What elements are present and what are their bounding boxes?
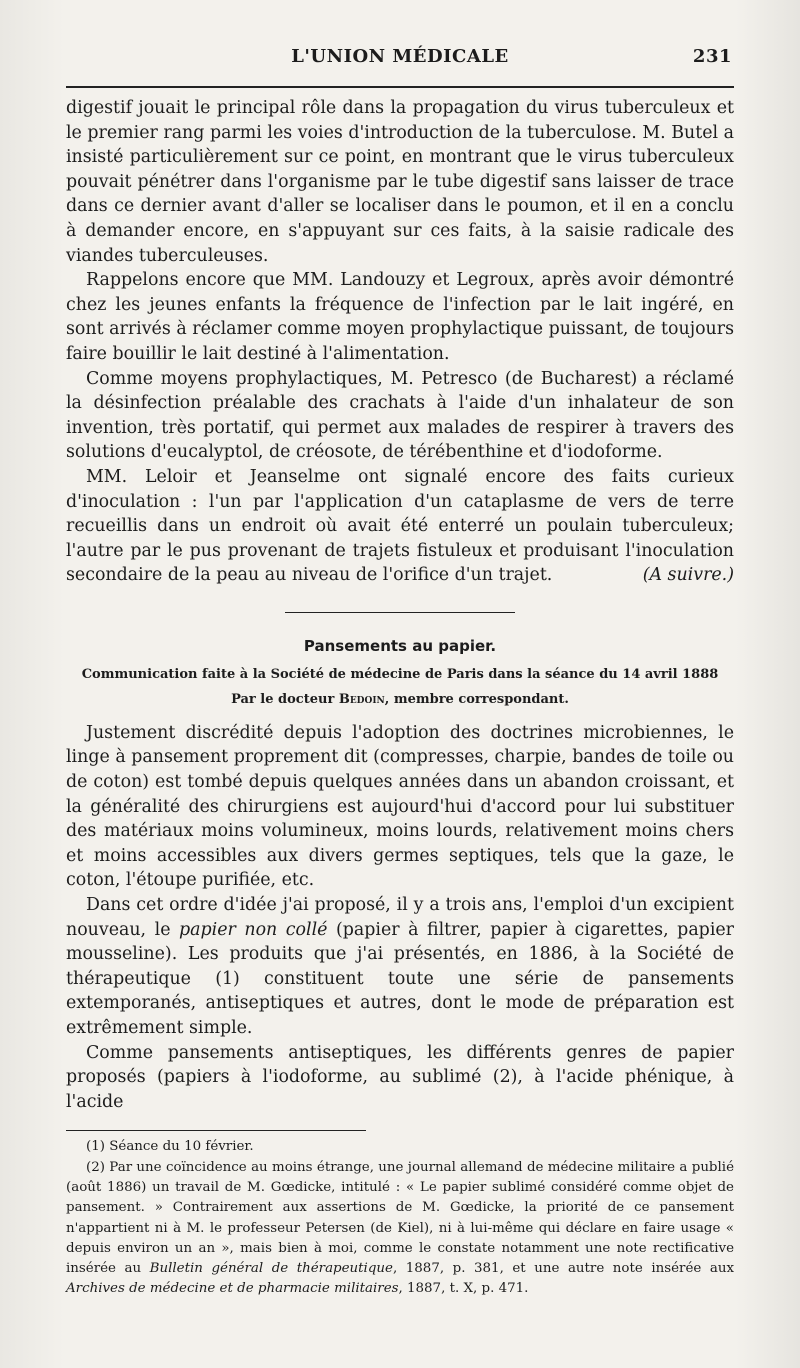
page-number: 231 — [692, 46, 732, 67]
section-author — [66, 692, 734, 707]
footnote-rule — [66, 1130, 366, 1131]
author-prefix: Par le docteur — [231, 691, 335, 707]
italic-term: papier non collé — [179, 919, 328, 940]
running-head — [66, 46, 734, 76]
paragraph — [66, 893, 734, 1041]
section-title: Pansements au papier. — [303, 636, 497, 655]
paragraph: Comme moyens prophylactiques, M. Petresco (de Bucharest) a réclamé la désinfection préalable des crachats à l'aide d'un inhalateur de son invention, très portatif, qui permet aux malades de respirer à travers des solutions d'eucalyptol, de créosote, de térébenthine et d'iodoforme. — [66, 368, 734, 463]
section-subtitle: Communication faite à la Société de médecine de Paris dans la séance du 14 avril 1888 — [81, 666, 719, 682]
footnote-text: , 1887, t. X, p. 471. — [398, 1281, 529, 1297]
footnote-1: (1) Séance du 10 février. — [86, 1139, 254, 1155]
paragraph-text: Dans cet ordre d'idée j'ai proposé, il y a trois ans, l'emploi d'un excipient nouveau, le — [66, 895, 734, 940]
journal-title: L'UNION MÉDICALE — [291, 46, 509, 67]
footnote-2 — [66, 1158, 734, 1300]
paragraph: digestif jouait le principal rôle dans la propagation du virus tuberculeux et le premier rang parmi les voies d'introduction de la tuberculose. M. Butel a insisté particulièrement sur ce point, en montrant que le virus tuberculeux pouvait pénétrer dans l'organisme par le tube digestif sans laisser de trace dans ce dernier avant d'aller se localiser dans le poumon, et il en a conclu à demander encore, en s'appuyant sur ces faits, à la saisie radicale des viandes tuberculeuses. — [66, 98, 734, 266]
section-divider — [285, 612, 515, 613]
paragraph-text: MM. Leloir et Jeanselme ont signalé encore des faits curieux d'inoculation : l'un par l'application d'un cataplasme de vers de terre recueillis dans un endroit où avait été enterré un poulain tuberculeux; l'autre par le pus provenant de trajets fistuleux et produisant l'inoculation secondaire de la peau au niveau de l'orifice d'un trajet. — [66, 466, 734, 586]
journal-citation: Bulletin général de thérapeutique — [149, 1261, 393, 1277]
paragraph: Rappelons encore que MM. Landouzy et Legroux, après avoir démontré chez les jeunes enfants la fréquence de l'infection par le lait ingéré, en sont arrivés à réclamer comme moyen prophylactique puissant, de toujours faire bouillir le lait destiné à l'alimentation. — [66, 270, 734, 364]
paragraph: Comme pansements antiseptiques, les différents genres de papier proposés (papiers à l'iodoforme, au sublimé (2), à l'acide phénique, à l'acide — [66, 1042, 734, 1112]
footnote-text: (2) Par une coïncidence au moins étrange, une journal allemand de médecine militaire a publié (août 1886) un travail de M. Gœdicke, intitulé : « Le papier sublimé considéré comme objet de pansement. » Contrairement aux assertions de M. Gœdicke, la priorité de ce pansement n'appartient ni à M. le professeur Petersen (de Kiel), ni à lui-même qui déclare en faire usage « depuis environ un an », mais bien à moi, comme le constate notamment une note rectificative insérée au — [66, 1159, 734, 1277]
journal-citation: Archives de médecine et de pharmacie militaires — [66, 1281, 399, 1297]
footnotes — [66, 1137, 734, 1299]
footnote-text: , 1887, p. 381, et une autre note insérée aux — [392, 1261, 734, 1277]
paragraph-text: (papier à filtrer, papier à cigarettes, papier mousseline). Les produits que j'ai présentés, en 1886, à la Société de thérapeutique (1) constituent toute une série de pansements extemporanés, antiseptiques et autres, dont le mode de préparation est extrêmement simple. — [66, 919, 734, 1038]
paragraph: Justement discrédité depuis l'adoption des doctrines microbiennes, le linge à pansement proprement dit (compresses, charpie, bandes de toile ou de coton) est tombé depuis quelques années dans un abandon croissant, et la généralité des chirurgiens est aujourd'hui d'accord pour lui substituer des matériaux moins volumineux, moins lourds, relativement moins chers et moins accessibles aux divers germes septiques, tels que la gaze, le coton, l'étoupe purifiée, etc. — [66, 722, 734, 891]
to-be-continued: (A suivre.) — [642, 565, 734, 586]
author-suffix: , membre correspondant. — [384, 691, 569, 707]
article-body — [66, 721, 734, 1115]
article-continuation — [66, 96, 734, 588]
author-name: Bedoin — [338, 691, 385, 707]
header-rule — [66, 86, 734, 88]
paragraph — [66, 465, 734, 588]
